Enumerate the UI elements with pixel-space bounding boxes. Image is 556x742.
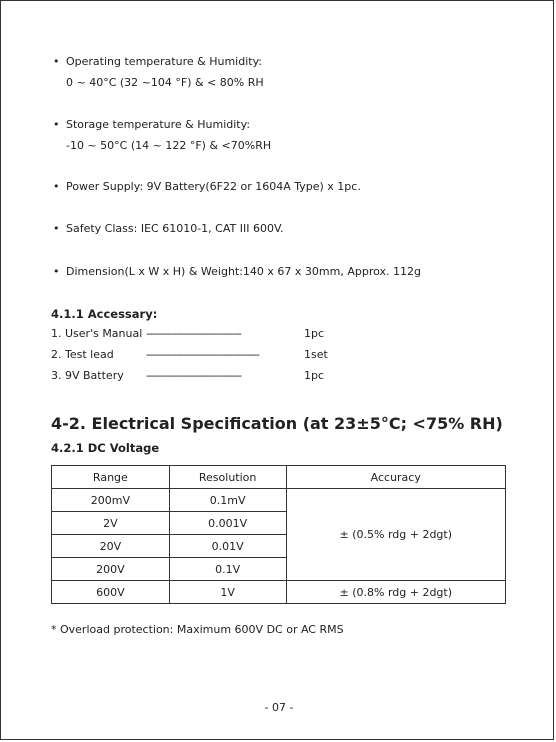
- resolution-cell: 0.1mV: [169, 489, 286, 512]
- resolution-cell: 0.01V: [169, 535, 286, 558]
- range-cell: 600V: [52, 581, 170, 604]
- spec-value: -10 ~ 50°C (14 ~ 122 °F) & <70%RH: [66, 139, 272, 152]
- overload-note: * Overload protection: Maximum 600V DC or AC RMS: [51, 623, 344, 636]
- column-header: Resolution: [169, 466, 286, 489]
- spec-power: [53, 176, 361, 197]
- page-number: - 07 -: [264, 701, 294, 714]
- spec-operating: [53, 51, 264, 93]
- spec-label: Safety Class: IEC 61010-1, CAT III 600V.: [66, 222, 284, 235]
- range-cell: 200mV: [52, 489, 170, 512]
- list-item: 1. User's Manual -------------------------------- 1pc: [51, 327, 325, 340]
- spec-label: Dimension(L x W x H) & Weight:140 x 67 x 30mm, Approx. 112g: [66, 265, 421, 278]
- bullet-icon: •: [53, 55, 60, 68]
- spec-label: Operating temperature & Humidity:: [66, 55, 262, 68]
- resolution-cell: 1V: [169, 581, 286, 604]
- resolution-cell: 0.1V: [169, 558, 286, 581]
- accessory-list: [51, 323, 328, 386]
- bullet-icon: •: [53, 118, 60, 131]
- table-header-row: [52, 466, 506, 489]
- accessory-heading: 4.1.1 Accessary:: [51, 307, 158, 321]
- spec-value: 0 ~ 40°C (32 ~104 °F) & < 80% RH: [66, 76, 264, 89]
- spec-storage: [53, 114, 271, 156]
- column-header: Range: [52, 466, 170, 489]
- list-item: 3. 9V Battery -------------------------------- 1pc: [51, 369, 325, 382]
- dc-voltage-table: [51, 465, 506, 604]
- table-row: [52, 581, 506, 604]
- accuracy-cell: ± (0.8% rdg + 2dgt): [286, 581, 505, 604]
- spec-label: Storage temperature & Humidity:: [66, 118, 251, 131]
- bullet-icon: •: [53, 180, 60, 193]
- range-cell: 2V: [52, 512, 170, 535]
- spec-label: Power Supply: 9V Battery(6F22 or 1604A Type) x 1pc.: [66, 180, 361, 193]
- resolution-cell: 0.001V: [169, 512, 286, 535]
- column-header: Accuracy: [286, 466, 505, 489]
- bullet-icon: •: [53, 222, 60, 235]
- section-title: 4-2. Electrical Specification (at 23±5°C; <75% RH): [51, 414, 503, 433]
- range-cell: 20V: [52, 535, 170, 558]
- spec-safety: [53, 218, 284, 239]
- section-subtitle: 4.2.1 DC Voltage: [51, 441, 160, 455]
- spec-dimension: [53, 261, 421, 282]
- range-cell: 200V: [52, 558, 170, 581]
- accuracy-cell: ± (0.5% rdg + 2dgt): [286, 489, 505, 581]
- list-item: 2. Test lead -------------------------------------- 1set: [51, 348, 328, 361]
- bullet-icon: •: [53, 265, 60, 278]
- table-row: [52, 489, 506, 512]
